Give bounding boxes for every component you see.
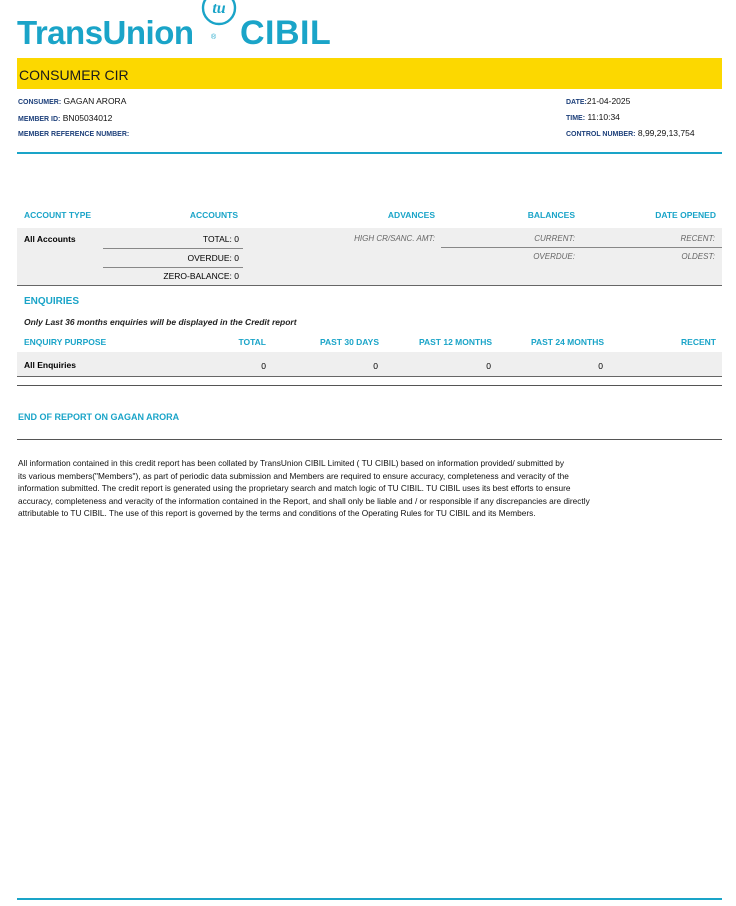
member-reference-label: MEMBER REFERENCE NUMBER: [18, 131, 130, 138]
col-advances: ADVANCES [387, 210, 435, 220]
header-divider [17, 152, 722, 154]
col-total: TOTAL [238, 337, 266, 347]
tu-badge-icon [197, 0, 241, 30]
overdue-label: OVERDUE: [187, 253, 232, 263]
disclaimer-line: accuracy, completeness and veracity of the information contained in the Report, and shall only be liable and / or responsible if any discrepancies are directly [18, 495, 590, 506]
report-title-bar [17, 58, 722, 89]
tu-badge-text: tu [212, 0, 226, 17]
advances-divider [441, 247, 722, 248]
current-balance-label: CURRENT: [534, 234, 575, 243]
disclaimer-line: its various members("Members"), as part of periodic data submission and Members are required to ensure accuracy, completeness and veracity of the [18, 470, 569, 481]
disclaimer-line: All information contained in this credit report has been collated by TransUnion CIBIL Limited ( TU CIBIL) based on information provided/ submitted by [18, 458, 565, 468]
accounts-overdue [103, 253, 239, 263]
section-divider [17, 385, 722, 386]
control-number-info [566, 128, 695, 140]
col-past-24-months: PAST 24 MONTHS [530, 337, 604, 347]
control-number-value: 8,99,29,13,754 [637, 128, 695, 138]
time-value: 11:10:34 [587, 112, 620, 122]
recent-date-label: RECENT: [680, 234, 715, 243]
disclaimer [18, 457, 724, 520]
member-id-label: MEMBER ID: [18, 116, 61, 123]
date-info [566, 96, 630, 108]
balance-overdue-label: OVERDUE: [533, 252, 575, 261]
zero-balance-value: 0 [234, 271, 239, 281]
col-date-opened: DATE OPENED [655, 210, 716, 220]
enquiries-summary-row [17, 352, 722, 377]
col-account-type: ACCOUNT TYPE [24, 210, 92, 220]
brand-transunion: TransUnion [17, 14, 194, 51]
enquiries-note: Only Last 36 months enquiries will be displayed in the Credit report [24, 317, 297, 327]
report-title: CONSUMER CIR [19, 67, 129, 83]
zero-balance-label: ZERO-BALANCE: [163, 271, 232, 281]
col-recent: RECENT [681, 337, 716, 347]
time-label: TIME: [566, 115, 586, 122]
time-info [566, 112, 620, 124]
end-of-report: END OF REPORT ON GAGAN ARORA [18, 412, 180, 422]
brand-cibil: CIBIL [240, 14, 332, 52]
accounts-divider [103, 248, 243, 249]
accounts-summary-row [17, 228, 722, 286]
enquiries-past-24: 0 [598, 361, 603, 371]
enquiries-past-12: 0 [486, 361, 491, 371]
member-reference-info [18, 128, 129, 140]
enquiries-title: ENQUIRIES [24, 296, 80, 307]
disclaimer-line: information submitted. The credit report is generated using the proprietary search and match logic of TU CIBIL. TU CIBIL uses its best efforts to ensure [18, 483, 571, 494]
date-value: 21-04-2025 [586, 96, 631, 106]
accounts-divider [103, 267, 243, 268]
control-number-label: CONTROL NUMBER: [566, 131, 636, 138]
consumer-name: GAGAN ARORA [63, 96, 127, 106]
high-credit-label: HIGH CR/SANC. AMT: [354, 234, 435, 243]
col-past-12-months: PAST 12 MONTHS [418, 337, 492, 347]
total-label: TOTAL: [202, 234, 232, 244]
section-divider [17, 439, 722, 440]
oldest-date-label: OLDEST: [681, 252, 715, 261]
enquiries-past-30: 0 [373, 361, 378, 371]
col-accounts: ACCOUNTS [189, 210, 238, 220]
disclaimer-line: attributable to TU CIBIL. The use of this report is governed by the terms and conditions of the Operating Rules for TU CIBIL and its Members. [18, 508, 536, 519]
footer-divider [17, 898, 722, 900]
brand-registered-mark: ® [211, 34, 217, 41]
all-enquiries-label: All Enquiries [24, 360, 76, 370]
accounts-zero-balance [103, 271, 239, 281]
member-id-info [18, 113, 112, 125]
all-accounts-label: All Accounts [24, 234, 76, 244]
overdue-value: 0 [234, 253, 239, 263]
member-id-value: BN05034012 [62, 113, 113, 123]
col-past-30-days: PAST 30 DAYS [319, 337, 379, 347]
col-enquiry-purpose: ENQUIRY PURPOSE [24, 337, 107, 347]
enquiries-total: 0 [261, 361, 266, 371]
date-label: DATE: [566, 99, 587, 106]
col-balances: BALANCES [527, 210, 575, 220]
consumer-info [18, 96, 126, 108]
transunion-cibil-logo [17, 0, 347, 52]
accounts-total [103, 234, 239, 244]
consumer-label: CONSUMER: [18, 99, 62, 106]
total-value: 0 [234, 234, 239, 244]
